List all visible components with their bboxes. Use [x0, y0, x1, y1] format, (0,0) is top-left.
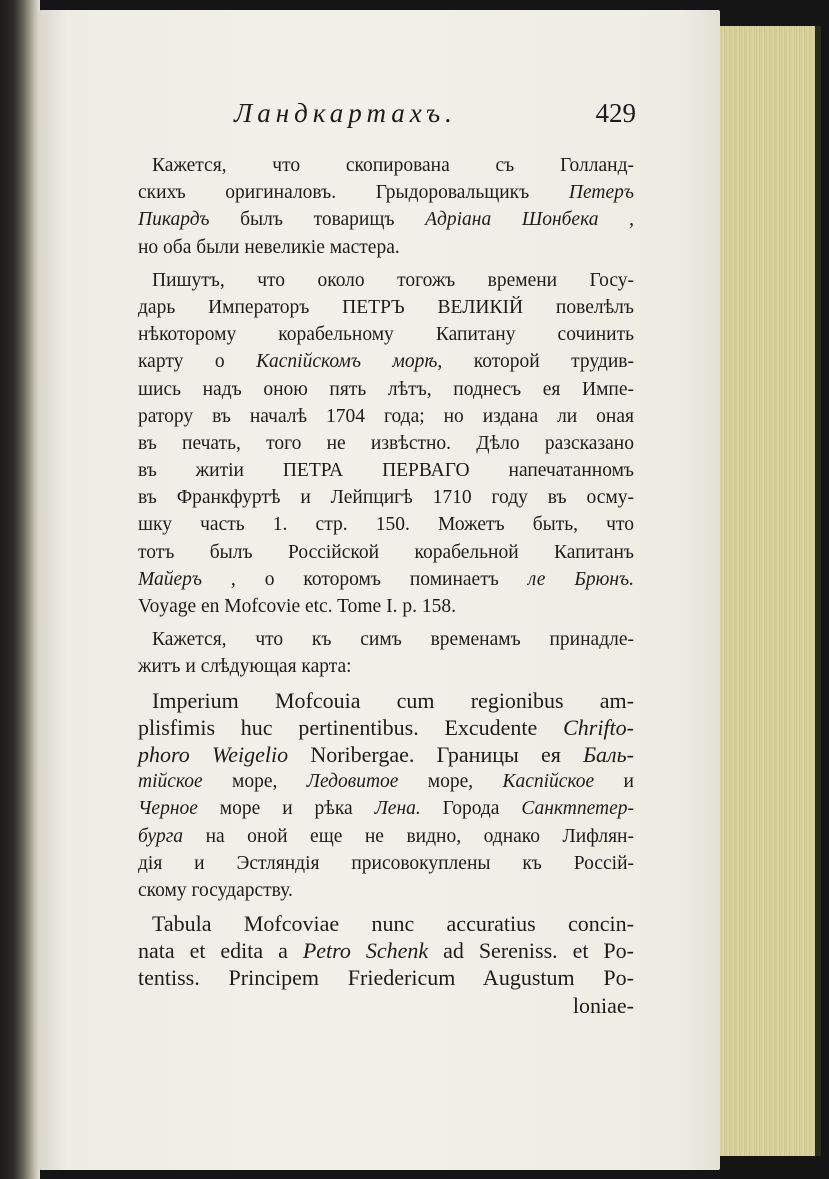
text-line — [138, 823, 634, 850]
text-line — [138, 179, 634, 206]
italic-run: Пикардъ — [138, 209, 210, 231]
paragraph — [138, 687, 634, 905]
text-line — [138, 566, 634, 593]
text-run: tentiss. Principem Friedericum Augustum Po- — [138, 965, 634, 991]
text-run: но оба были невеликіе мастера. — [138, 236, 400, 258]
text-run: шку часть 1. стр. 150. Можетъ быть, что — [138, 514, 634, 536]
text-line — [138, 937, 634, 964]
italic-run: Адріана Шонбека — [425, 209, 599, 231]
text-run: въ печать, того не извѣстно. Дѣло разсказано — [138, 432, 634, 454]
text-run: нѣкоторому корабельному Капитану сочинить — [138, 324, 634, 346]
text-run: море и рѣка — [197, 798, 375, 820]
text-run: житъ и слѣдующая карта: — [138, 656, 352, 678]
page-body — [138, 152, 634, 1019]
italic-run: Петеръ — [568, 182, 634, 204]
paragraph — [138, 626, 634, 680]
text-run: Кажется, что скопирована съ Голланд- — [152, 155, 634, 176]
text-line — [138, 152, 634, 179]
text-run: plisfimis huc pertinentibus. Excudente — [138, 714, 564, 740]
italic-run: Лена. — [374, 798, 421, 820]
text-run: , которой трудив- — [437, 351, 634, 373]
text-run: nata et edita a — [138, 938, 303, 964]
text-run: карту о — [138, 351, 257, 373]
text-line — [138, 430, 634, 457]
page-header — [138, 98, 634, 138]
book-page — [38, 10, 720, 1170]
text-run: Кажется, что къ симъ временамъ принадле- — [152, 629, 634, 651]
text-line — [138, 348, 634, 375]
text-run: Voyage en Mofcovie etc. Tome I. p. 158. — [138, 596, 456, 617]
text-run: и — [594, 771, 634, 793]
italic-run: тійское — [138, 771, 203, 793]
italic-run: Майеръ — [138, 568, 202, 590]
italic-run: Баль- — [583, 741, 634, 767]
text-run: море, — [398, 771, 503, 793]
text-run: , о которомъ поминаетъ — [202, 568, 528, 590]
text-line — [138, 741, 634, 768]
text-line — [138, 294, 634, 321]
text-line — [138, 403, 634, 430]
text-line — [138, 768, 634, 795]
page-block-edge — [713, 26, 815, 1156]
left-page-gutter — [0, 0, 40, 1179]
text-line — [138, 457, 634, 484]
text-run: былъ товарищъ — [209, 209, 426, 231]
text-line — [138, 992, 634, 1019]
text-line — [138, 795, 634, 822]
text-run: Imperium Mofcouia cum regionibus am- — [152, 687, 634, 713]
text-line — [138, 877, 634, 904]
text-run: Пишутъ, что около тогожъ времени Госу- — [152, 269, 634, 291]
italic-run: Санктпетер- — [521, 798, 634, 820]
text-run: Noribergae. Границы ея — [288, 741, 584, 767]
text-line — [138, 653, 634, 680]
text-line — [138, 539, 634, 566]
text-run: скихъ оригиналовъ. Грыдоровальщикъ — [138, 182, 569, 204]
italic-run: Chrifto- — [563, 714, 634, 740]
italic-run: Ледовитое — [306, 771, 399, 793]
text-run: въ Франкфуртѣ и Лейпцигѣ 1710 году въ осму- — [138, 487, 634, 509]
text-line — [138, 593, 634, 620]
text-line — [138, 714, 634, 741]
text-line — [138, 234, 634, 261]
text-line — [138, 206, 634, 233]
text-line — [138, 687, 634, 714]
text-run: на оной еще не видно, однако Лифлян- — [183, 825, 634, 847]
text-line — [138, 850, 634, 877]
text-run: въ житіи ПЕТРА ПЕРВАГО напечатанномъ — [138, 460, 634, 482]
text-run: Tabula Mofcoviae nunc accuratius concin- — [152, 911, 634, 937]
text-line — [138, 267, 634, 294]
text-line — [138, 511, 634, 538]
italic-run: Каспійское — [502, 771, 595, 793]
text-line — [138, 626, 634, 653]
text-run: ратору въ началѣ 1704 года; но издана ли оная — [138, 405, 634, 427]
paragraph — [138, 152, 634, 261]
paragraph — [138, 910, 634, 1019]
text-run: ad Sereniss. et Po- — [428, 938, 634, 964]
italic-run: ле Брюнъ. — [527, 568, 634, 590]
text-run: Города — [420, 798, 522, 820]
text-run: шись надъ оною пять лѣтъ, поднесъ ея Импе- — [138, 378, 634, 400]
italic-run: бурга — [138, 825, 184, 847]
text-line — [138, 376, 634, 403]
italic-run: Petro Schenk — [302, 938, 429, 964]
italic-run: Черное — [138, 798, 198, 820]
text-run: , — [598, 209, 634, 231]
text-run: дія и Эстляндія присовокуплены къ Россій- — [138, 852, 634, 874]
italic-run: phoro Weigelio — [138, 741, 289, 767]
text-line — [138, 484, 634, 511]
text-run: скому государству. — [138, 879, 293, 901]
text-run: тотъ былъ Россійской корабельной Капитанъ — [138, 541, 634, 563]
text-run: дарь Императоръ ПЕТРЪ ВЕЛИКІЙ повелѣлъ — [138, 296, 634, 318]
text-line — [138, 964, 634, 991]
text-run: loniae- — [572, 992, 634, 1018]
italic-run: Каспійскомъ морѣ — [256, 351, 438, 373]
text-run: море, — [202, 771, 307, 793]
text-line — [138, 321, 634, 348]
text-line — [138, 910, 634, 937]
paragraph — [138, 267, 634, 620]
running-title: Ландкартахъ. — [234, 98, 457, 128]
page-number: 429 — [595, 98, 636, 128]
